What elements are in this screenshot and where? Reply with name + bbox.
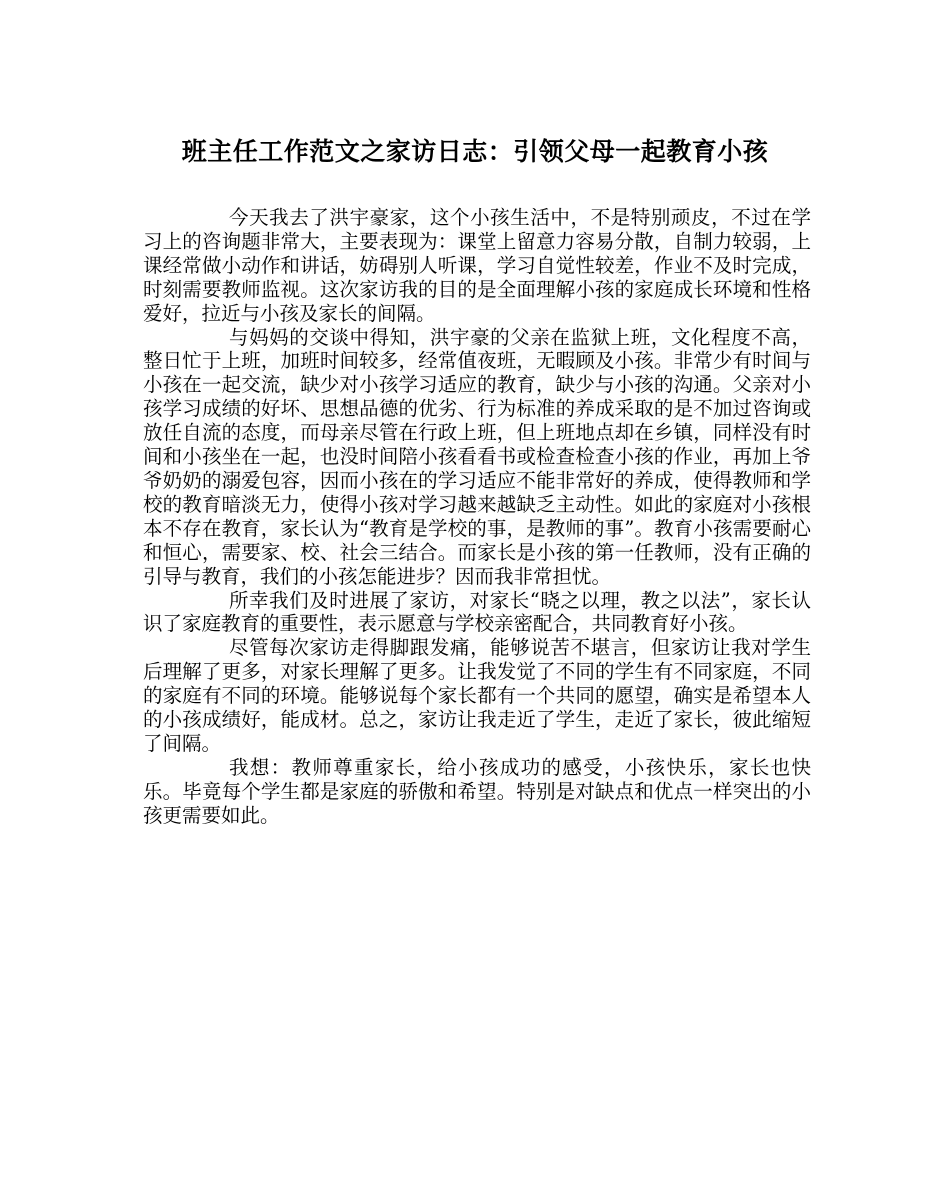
- paragraph-2: 与妈妈的交谈中得知，洪宇豪的父亲在监狱上班，文化程度不高，整日忙于上班，加班时间较多，经常值夜班，无暇顾及小孩。非常少有时间与小孩在一起交流，缺少对小孩学习适应的教育，缺少与小孩的沟通。父亲对小孩学习成绩的好坏、思想品德的优劣、行为标准的养成采取的是不加过咨询或放任自流的态度，而母亲尽管在行政上班，但上班地点却在乡镇，同样没有时间和小孩坐在一起，也没时间陪小孩看看书或检查检查小孩的作业，再加上爷爷奶奶的溺爱包容，因而小孩在的学习适应不能非常好的养成，使得教师和学校的教育暗淡无力，使得小孩对学习越来越缺乏主动性。如此的家庭对小孩根本不存在教育，家长认为“教育是学校的事，是教师的事”。教育小孩需要耐心和恒心，需要家、校、社会三结合。而家长是小孩的第一任教师，没有正确的引导与教育，我们的小孩怎能进步？因而我非常担忧。: [143, 325, 811, 588]
- document-body: [143, 206, 811, 828]
- paragraph-5: 我想：教师尊重家长，给小孩成功的感受，小孩快乐，家长也快乐。毕竟每个学生都是家庭的骄傲和希望。特别是对缺点和优点一样突出的小孩更需要如此。: [143, 755, 811, 827]
- paragraph-3: 所幸我们及时进展了家访，对家长“晓之以理，教之以法”，家长认识了家庭教育的重要性，表示愿意与学校亲密配合，共同教育好小孩。: [143, 588, 811, 636]
- paragraph-1: 今天我去了洪宇豪家，这个小孩生活中，不是特别顽皮，不过在学习上的咨询题非常大，主要表现为：课堂上留意力容易分散，自制力较弱，上课经常做小动作和讲话，妨碍别人听课，学习自觉性较差，作业不及时完成，时刻需要教师监视。这次家访我的目的是全面理解小孩的家庭成长环境和性格爱好，拉近与小孩及家长的间隔。: [143, 206, 811, 325]
- paragraph-4: 尽管每次家访走得脚跟发痛，能够说苦不堪言，但家访让我对学生后理解了更多，对家长理解了更多。让我发觉了不同的学生有不同家庭，不同的家庭有不同的环境。能够说每个家长都有一个共同的愿望，确实是希望本人的小孩成绩好，能成材。总之，家访让我走近了学生，走近了家长，彼此缩短了间隔。: [143, 636, 811, 755]
- document-title: 班主任工作范文之家访日志：引领父母一起教育小孩: [181, 137, 769, 166]
